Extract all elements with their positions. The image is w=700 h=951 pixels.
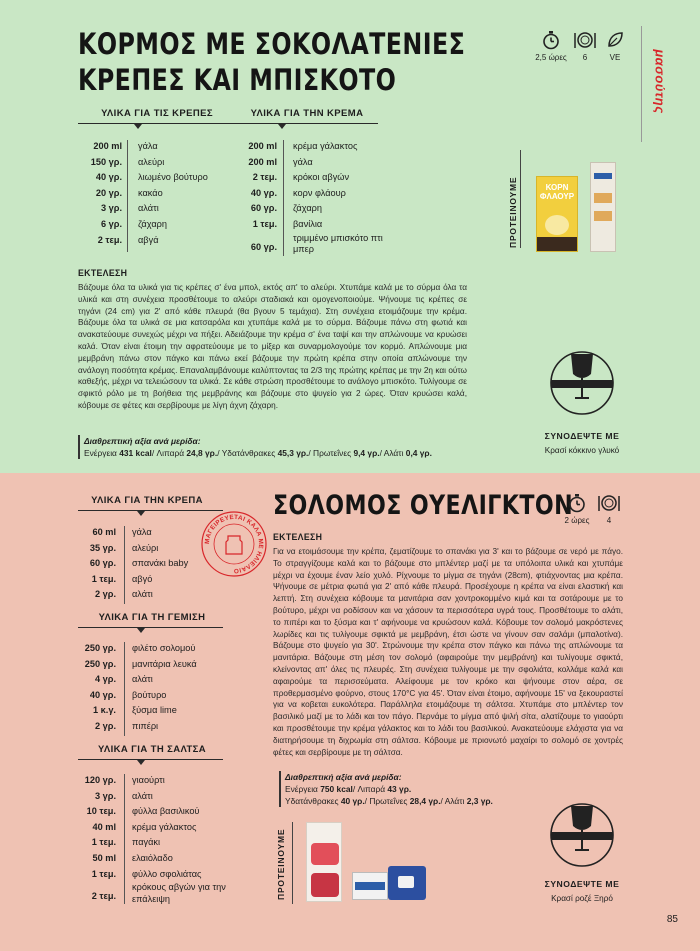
- ingredient-qty: 35 γρ.: [89, 542, 116, 553]
- recipe2-products-label: ΠΡΟΤΕΙΝΟΥΜΕ: [276, 828, 286, 900]
- ingredient-qty: 60 γρ.: [250, 241, 277, 252]
- ingredient-qty: 1 τεμ.: [91, 573, 116, 584]
- nutrition-bar: [78, 435, 80, 459]
- ingredient-row: [100, 201, 238, 217]
- recipe1-cream-heading: ΥΛΙΚΑ ΓΙΑ ΤΗΝ ΚΡΕΜΑ: [250, 108, 364, 119]
- brand-divider: [641, 26, 642, 142]
- recipe1-nutrition-values: Ενέργεια 431 kcal/ Λιπαρά 24,8 γρ./ Υδατάνθρακες 45,3 γρ./ Πρωτεΐνες 9,4 γρ./ Αλάτι 0,4 γρ.: [84, 448, 432, 458]
- nutrition-bar: [279, 771, 281, 807]
- ingredient-name: ζάχαρη: [293, 203, 322, 214]
- plate-cutlery-icon: [597, 493, 621, 513]
- recipe2-nutrition: [285, 771, 585, 807]
- ingredient-row: [89, 688, 232, 704]
- ingredient-qty: 200 ml: [93, 141, 122, 151]
- ingredient-name: ελαιόλαδο: [132, 852, 173, 863]
- ingredient-name: φύλλο σφολιάτας: [132, 868, 202, 879]
- rule-notch: [137, 760, 145, 765]
- qty-divider: [124, 642, 125, 736]
- ingredient-name: σπανάκι baby: [132, 558, 189, 569]
- recipe1-crepes-heading: ΥΛΙΚΑ ΓΙΑ ΤΙΣ ΚΡΕΠΕΣ: [101, 108, 213, 119]
- ingredient-row: [93, 139, 238, 155]
- ingredient-row: [84, 773, 232, 789]
- ingredient-name: πιπέρι: [132, 720, 159, 731]
- cornflour-package-label: ΚΟΡΝ ΦΛΑΟΥΡ: [539, 183, 575, 201]
- ingredient-qty: 250 γρ.: [84, 643, 116, 653]
- recipe1-servings: [572, 30, 598, 62]
- ingredient-name: μανιτάρια λευκά: [132, 658, 197, 669]
- recipe1-cream-list: [248, 139, 388, 259]
- products-divider: [520, 150, 522, 248]
- package-graphic: [355, 882, 385, 890]
- ingredient-row: [91, 882, 232, 908]
- ingredient-name: κρέμα γάλακτος: [293, 141, 358, 151]
- svg-text:ΜΑΓΕΙΡΕΥΕΤΑΙ ΚΑΛΑ ΜΕ ΗΛΙΕΛΑΙΟ: ΜΑΓΕΙΡΕΥΕΤΑΙ ΚΑΛΑ ΜΕ ΗΛΙΕΛΑΙΟ: [203, 513, 265, 575]
- ingredient-qty: 4 γρ.: [94, 674, 116, 685]
- ingredient-name: γιαούρτι: [132, 775, 165, 785]
- recipe2-wine: Κρασί ροζέ Ξηρό: [551, 894, 613, 903]
- package-graphic: [311, 873, 339, 897]
- ingredient-qty: 150 γρ.: [90, 156, 122, 167]
- ingredient-qty: 250 γρ.: [84, 658, 116, 669]
- ingredient-qty: 3 γρ.: [100, 203, 122, 214]
- ingredient-name: αβγά: [138, 234, 159, 245]
- recipe2-crepe-heading: ΥΛΙΚΑ ΓΙΑ ΤΗΝ ΚΡΕΠΑ: [91, 495, 203, 506]
- recipe2-sauce-list: [84, 773, 232, 908]
- ingredient-name: αλεύρι: [132, 542, 159, 553]
- rule-notch: [137, 628, 145, 633]
- ingredient-qty: 10 τεμ.: [86, 806, 116, 817]
- ingredient-qty: 6 γρ.: [100, 218, 122, 229]
- ingredient-name: κρέμα γάλακτος: [132, 821, 197, 832]
- leaf-icon: [605, 30, 625, 50]
- ingredient-row: [94, 672, 232, 688]
- rule-notch: [137, 511, 145, 516]
- rule-notch: [134, 124, 142, 129]
- ingredient-name: αβγό: [132, 573, 153, 584]
- ingredient-name: γάλα: [138, 141, 158, 151]
- ingredient-name: κρόκους αβγών για την επάλειψη: [132, 882, 226, 904]
- package-graphic: [311, 843, 339, 865]
- package-graphic: [594, 193, 612, 203]
- package-graphic: [545, 215, 569, 235]
- package-graphic: [594, 173, 612, 179]
- recipe2-filling-heading: ΥΛΙΚΑ ΓΙΑ ΤΗ ΓΕΜΙΣΗ: [98, 612, 206, 623]
- recipe1-execution: Βάζουμε όλα τα υλικά για τις κρέπες σ' ένα μπολ, εκτός απ' το αλεύρι. Χτυπάμε καλά με το σύρμα όλα τα υλικά και στη συνέχεια προσθέτουμε το αλεύρι σταδιακά και ομογενοποιούμε. Ψήνουμε τις κρέπες σε τηγάνι (24 cm) για 2' από κάθε πλευρά (θα βγουν 5 τεμάχια). Στη συνέχεια ετοιμάζουμε την κρέμα. Βάζουμε όλα τα υλικά σε μια κατσαρόλα και χτυπάμε καλά με το σύρμα. Βάζουμε πάνω στη φωτιά και ανακατεύουμε συνεχώς μέχρι να πήξει. Αδειάζουμε την κρέμα σ' ένα ταψί και την απλώνουμε να κρυώσει καλά. Όταν είναι έτοιμη την αφρατεύουμε με το μίξερ και συναρμολογούμε τον κορμό. Απλώνουμε μια μεμβράνη πάνω στον πάγκο και πάνω εκεί βάζουμε την πρώτη κρέπα στην οποία απλώνουμε την ανάλογη ποσότητα κρέμας. Επαναλαμβάνουμε καλύπτοντας τα 2/3 της πρώτης κρέπας με την 2η και ούτω καθεξής, μέχρι να τελειώσουν τα υλικά. Σε κάθε στρώση προσθέτουμε το ανάλογο μπισκότο. Τυλίγουμε σε σφικτό ρόλο με τη βοήθεια της μεμβράνης και βάζουμε στο ψυγείο για 2 ώρες. Όταν κρυώσει καλά, κόβουμε σε φέτες και σερβίρουμε με λίγη άχνη ζάχαρη.: [78, 283, 467, 410]
- ingredient-row: [92, 703, 232, 719]
- ingredient-name: αλεύρι: [138, 156, 165, 167]
- recipe2-time: [558, 493, 596, 525]
- package-graphic: [594, 211, 612, 221]
- ingredient-name: κορν φλάουρ: [293, 187, 346, 198]
- plate-cutlery-icon: [573, 30, 597, 50]
- rule: [78, 627, 223, 628]
- ingredient-qty: 40 γρ.: [95, 172, 122, 183]
- biscuit-package: [590, 162, 616, 252]
- stopwatch-icon: [568, 493, 586, 513]
- package-graphic: [537, 237, 577, 251]
- ingredient-name: ξύσμα lime: [132, 705, 177, 716]
- recipe1-products-label: ΠΡΟΤΕΙΝΟΥΜΕ: [508, 176, 518, 248]
- ingredient-qty: 1 κ.γ.: [92, 705, 116, 716]
- recipe1-nutrition-heading: Διαθρεπτική αξία ανά μερίδα:: [84, 436, 201, 446]
- rule: [78, 759, 223, 760]
- ingredient-name: βούτυρο: [132, 689, 167, 700]
- products-divider: [292, 822, 294, 904]
- yogurt-package: [352, 872, 388, 900]
- ingredient-row: [248, 139, 388, 155]
- ingredient-row: [100, 217, 238, 233]
- sunflower-oil-stamp: [200, 510, 268, 578]
- stopwatch-icon: [542, 30, 560, 50]
- ingredient-qty: 2 τεμ.: [91, 891, 116, 902]
- ingredient-name: αλάτι: [132, 674, 153, 685]
- ingredient-name: παγάκι: [132, 837, 161, 848]
- ingredient-row: [250, 186, 388, 202]
- cornflour-package: [536, 176, 578, 252]
- ingredient-row: [84, 657, 232, 673]
- recipe2-wine-heading: ΣΥΝΟΔΕΨΤΕ ΜΕ: [544, 879, 620, 889]
- recipe1-time: [530, 30, 572, 62]
- brand-logo-text: μασούτης: [652, 48, 668, 114]
- ingredient-qty: 60 γρ.: [89, 558, 116, 569]
- recipe1-title-line2: ΚΡΕΠΕΣ ΚΑΙ ΜΠΙΣΚΟΤΟ: [78, 63, 397, 97]
- recipe2-filling-list: [84, 641, 232, 735]
- ingredient-row: [250, 201, 388, 217]
- ingredient-name: φιλέτο σολομού: [132, 643, 196, 653]
- brand-logo: [649, 26, 671, 136]
- wine-glass-icon: [549, 798, 615, 870]
- ingredient-name: αλάτι: [138, 203, 159, 214]
- recipe2-sauce-heading: ΥΛΙΚΑ ΓΙΑ ΤΗ ΣΑΛΤΣΑ: [97, 744, 207, 755]
- qty-divider: [127, 140, 128, 252]
- ingredient-row: [94, 587, 227, 603]
- ingredient-row: [92, 851, 232, 867]
- cream-package: [388, 866, 426, 900]
- ingredient-qty: 40 γρ.: [89, 689, 116, 700]
- ingredient-row: [90, 155, 238, 171]
- recipe1-wine: Κρασί κόκκινο γλυκό: [544, 446, 620, 455]
- recipe1-crepes-list: [90, 139, 238, 248]
- page-number: 85: [666, 914, 678, 925]
- rule-notch: [278, 124, 286, 129]
- wine-glass-icon: [549, 346, 615, 418]
- ingredient-name: βανίλια: [293, 218, 323, 229]
- recipe1-exec-heading: ΕΚΤΕΛΕΣΗ: [78, 268, 128, 278]
- ingredient-qty: 1 τεμ.: [91, 868, 116, 879]
- ingredient-qty: 2 γρ.: [94, 589, 116, 600]
- qty-divider: [124, 774, 125, 904]
- rule: [78, 123, 234, 124]
- recipe2-servings-label: 4: [606, 516, 612, 525]
- salmon-package: [306, 822, 342, 902]
- ingredient-row: [91, 867, 232, 883]
- ingredient-name: κακάο: [138, 187, 163, 198]
- ingredient-qty: 1 τεμ.: [91, 837, 116, 848]
- recipe1-diet-label: VE: [609, 53, 621, 62]
- rule: [233, 123, 378, 124]
- recipe2-servings: [596, 493, 622, 525]
- ingredient-name: γάλα: [293, 156, 313, 167]
- ingredient-qty: 2 γρ.: [94, 720, 116, 731]
- ingredient-row: [92, 820, 232, 836]
- ingredient-row: [94, 719, 232, 735]
- ingredient-row: [250, 232, 388, 259]
- ingredient-qty: 200 ml: [248, 156, 277, 167]
- qty-divider: [283, 140, 284, 256]
- package-graphic: [398, 876, 414, 888]
- recipe2-nutrition-heading: Διαθρεπτική αξία ανά μερίδα:: [285, 772, 402, 782]
- recipe1-wine-heading: ΣΥΝΟΔΕΨΤΕ ΜΕ: [544, 431, 620, 441]
- ingredient-row: [95, 186, 238, 202]
- ingredient-name: αλάτι: [132, 790, 153, 801]
- ingredient-qty: 40 ml: [92, 821, 116, 832]
- recipe2-nutrition-line1: Ενέργεια 750 kcal/ Λιπαρά 43 γρ.: [285, 784, 412, 794]
- ingredient-row: [252, 217, 388, 233]
- recipe1-title: [78, 26, 465, 98]
- ingredient-qty: 2 τεμ.: [252, 172, 277, 183]
- qty-divider: [124, 526, 125, 604]
- recipe1-title-line1: ΚΟΡΜΟΣ ΜΕ ΣΟΚΟΛΑΤΕΝΙΕΣ: [78, 27, 466, 61]
- recipe2-title: ΣΟΛΟΜΟΣ ΟΥΕΛΙΓΚΤΟΝ: [273, 490, 574, 521]
- ingredient-name: γάλα: [132, 527, 152, 537]
- ingredient-qty: 2 τεμ.: [97, 234, 122, 245]
- ingredient-name: τριμμένο μπισκότο πτι μπερ: [293, 232, 383, 255]
- recipe2-nutrition-line2: Υδατάνθρακες 40 γρ./ Πρωτεΐνες 28,4 γρ./ Αλάτι 2,3 γρ.: [285, 796, 493, 806]
- ingredient-qty: 3 γρ.: [94, 790, 116, 801]
- ingredient-qty: 60 γρ.: [250, 203, 277, 214]
- recipe1-diet: [602, 30, 628, 62]
- ingredient-name: κρόκοι αβγών: [293, 172, 350, 183]
- recipe1-nutrition: [84, 435, 504, 459]
- ingredient-row: [94, 789, 232, 805]
- recipe2-execution: Για να ετοιμάσουμε την κρέπα, ζεματίζουμε το σπανάκι για 3' και το βάζουμε σε νερό με πάγο. Το στραγγίζουμε καλά και το βάζουμε στο μπλέντερ μαζί με τα υπόλοιπα υλικά και χτυπάμε μέχρι να έχουμε έναν λείο χυλό. Ρίχνουμε το μίγμα σε τηγάνι (28cm), φτιάχνοντας μια κρέπα. Ψήνουμε σε μέτρια φωτιά για 2' από κάθε πλευρά. Προσέχουμε η κρέπα να είναι ελαστική και λεπτή. Στη συνέχεια κόβουμε τα μανιτάρια σαν χοντροκομμένο κιμά και τα σοτάρουμε με το βούτυρο, μέχρι να ροδίσουν και να χάσουν τα περισσότερα υγρά τους. Προσθέτουμε το αλάτι, το πιπέρι και το ξύσμα και τ' αφήνουμε να κρυώσουν καλά. Κόβουμε τον σολομό μακρόστενες λωρίδες και τις τυλίγουμε σφικτά με μεμβράνη, έτσι ώστε να γίνουν σαν σαλάμι (μπαλοτίνα). Βάζουμε στο ψυγείο για 30'. Στρώνουμε την κρέπα στον πάγκο και πάνω της απλώνουμε τα μανιτάρια. Βάζουμε στη μέση τον σολομό (αφαιρούμε την μεμβράνη) και τυλίγουμε σφικτά, κλείνοντας απ' όλες τις πλευρές. Στη συνέχεια τυλίγουμε με την σφολιάτα, κολλάμε καλά και αφαιρούμε τα περισσεύματα. Αλείφουμε με τον κρόκο και ψήνουμε στον αέρα, σε προθερμασμένο φούρνο, στους 170°C για 45'. Όταν είναι έτοιμο, αφήνουμε 15' να ξεκουραστεί για να κοβεται ευκολότερα. Παράλληλα ετοιμάζουμε τη σάλτσα. Χτυπάμε στο μπλέντερ τον βασιλικό μαζί με το λάδι και τον πάγο. Περνάμε το μίγμα από ψιλή σίτα, αλατίζουμε το γιαούρτι και προσθέτουμε την κρέμα γάλακτος και το λάδι του βασιλικού. Ανακατεύουμε ελάχιστα για να διατηρήσουμε τη διχρωμία στη σάλτσα. Κόβουμε με πριονωτό μαχαίρι το σολομό σε χοντρές φέτες και σερβίρουμε με τη σάλτσα.: [273, 547, 623, 757]
- ingredient-qty: 120 γρ.: [84, 775, 116, 785]
- ingredient-row: [84, 641, 232, 657]
- ingredient-row: [91, 835, 232, 851]
- ingredient-name: φύλλα βασιλικού: [132, 806, 200, 817]
- ingredient-qty: 200 ml: [248, 141, 277, 151]
- ingredient-qty: 50 ml: [92, 852, 116, 863]
- ingredient-row: [252, 170, 388, 186]
- ingredient-row: [95, 170, 238, 186]
- ingredient-name: λιωμένο βούτυρο: [138, 172, 208, 183]
- ingredient-qty: 60 ml: [92, 527, 116, 537]
- recipe2-exec-heading: ΕΚΤΕΛΕΣΗ: [273, 532, 323, 542]
- recipe1-servings-label: 6: [582, 53, 588, 62]
- ingredient-qty: 40 γρ.: [250, 187, 277, 198]
- ingredient-name: αλάτι: [132, 589, 153, 600]
- ingredient-qty: 1 τεμ.: [252, 218, 277, 229]
- ingredient-name: ζάχαρη: [138, 218, 167, 229]
- recipe1-time-label: 2,5 ώρες: [535, 53, 567, 62]
- recipe2-time-label: 2 ώρες: [564, 516, 590, 525]
- ingredient-row: [86, 804, 232, 820]
- ingredient-qty: 20 γρ.: [95, 187, 122, 198]
- ingredient-row: [248, 155, 388, 171]
- ingredient-row: [97, 233, 238, 249]
